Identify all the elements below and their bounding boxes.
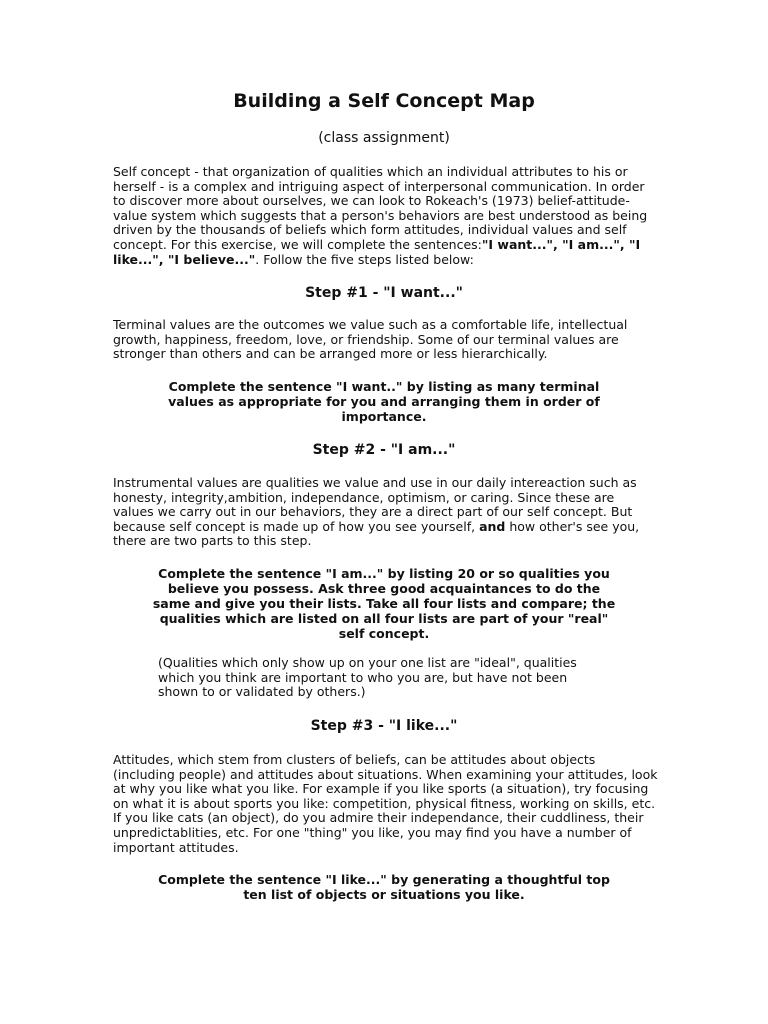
step-1-instruction: Complete the sentence "I want.." by listing as many terminal values as appropriate for you and arranging them in order of importance. [168,379,600,424]
step-2-body-emphasis: and [479,518,506,534]
step-2-note: (Qualities which only show up on your one list are "ideal", qualities which you think are important to who you are, but have not been shown to or validated by others.) [158,655,577,700]
intro-sentences: "I want...", "I am...", "I like...", "I believe..." [113,236,641,267]
document-title: Building a Self Concept Map [233,90,535,112]
step-2-heading: Step #2 - "I am..." [312,442,456,458]
intro-paragraph [113,165,658,267]
document-subtitle: (class assignment) [318,130,450,146]
intro-tail: . Follow the five steps listed below: [255,251,474,267]
step-1-body: Terminal values are the outcomes we value such as a comfortable life, intellectual growth, happiness, freedom, love, or friendship. Some of our terminal values are stronger than others and can be arranged more or less hierarchically. [113,317,628,362]
intro-text: Self concept - that organization of qualities which an individual attributes to his or herself - is a complex and intriguing aspect of interpersonal communication. In order to discover more about ourselves, we can look to Rokeach's (1973) belief-attitude-value system which suggests that a person's behaviors are best understood as being driven by the thousands of beliefs which form attitudes, individual values and self concept. For this exercise, we will complete the sentences: [113,164,648,252]
step-3-heading: Step #3 - "I like..." [310,718,458,734]
step-1-heading: Step #1 - "I want..." [305,285,463,301]
step-2-body [113,476,658,549]
step-2-instruction: Complete the sentence "I am..." by listing 20 or so qualities you believe you possess. Ask three good acquaintances to do the same and give you their lists. Take all four lists and compare; the qualities which are listed on all four lists are part of your "real" self concept. [152,566,616,641]
step-3-body: Attitudes, which stem from clusters of beliefs, can be attitudes about objects (including people) and attitudes about situations. When examining your attitudes, look at why you like what you like. For example if you like sports (a situation), try focusing on what it is about sports you like: competition, physical fitness, working on skills, etc. If you like cats (an object), do you admire their independance, their cuddliness, their unpredictablities, etc. For one "thing" you like, you may find you have a number of important attitudes. [113,752,658,855]
step-2-body-part1: Instrumental values are qualities we value and use in our daily intereaction such as honesty, integrity,ambition, independance, optimism, or caring. Since these are values we carry out in our behaviors, they are a direct part of our self concept. But because self concept is made up of how you see yourself, [113,475,637,534]
step-3-instruction: Complete the sentence "I like..." by generating a thoughtful top ten list of objects or situations you like. [158,872,610,902]
step-2-body-part2: how other's see you, there are two parts to this step. [113,518,640,549]
